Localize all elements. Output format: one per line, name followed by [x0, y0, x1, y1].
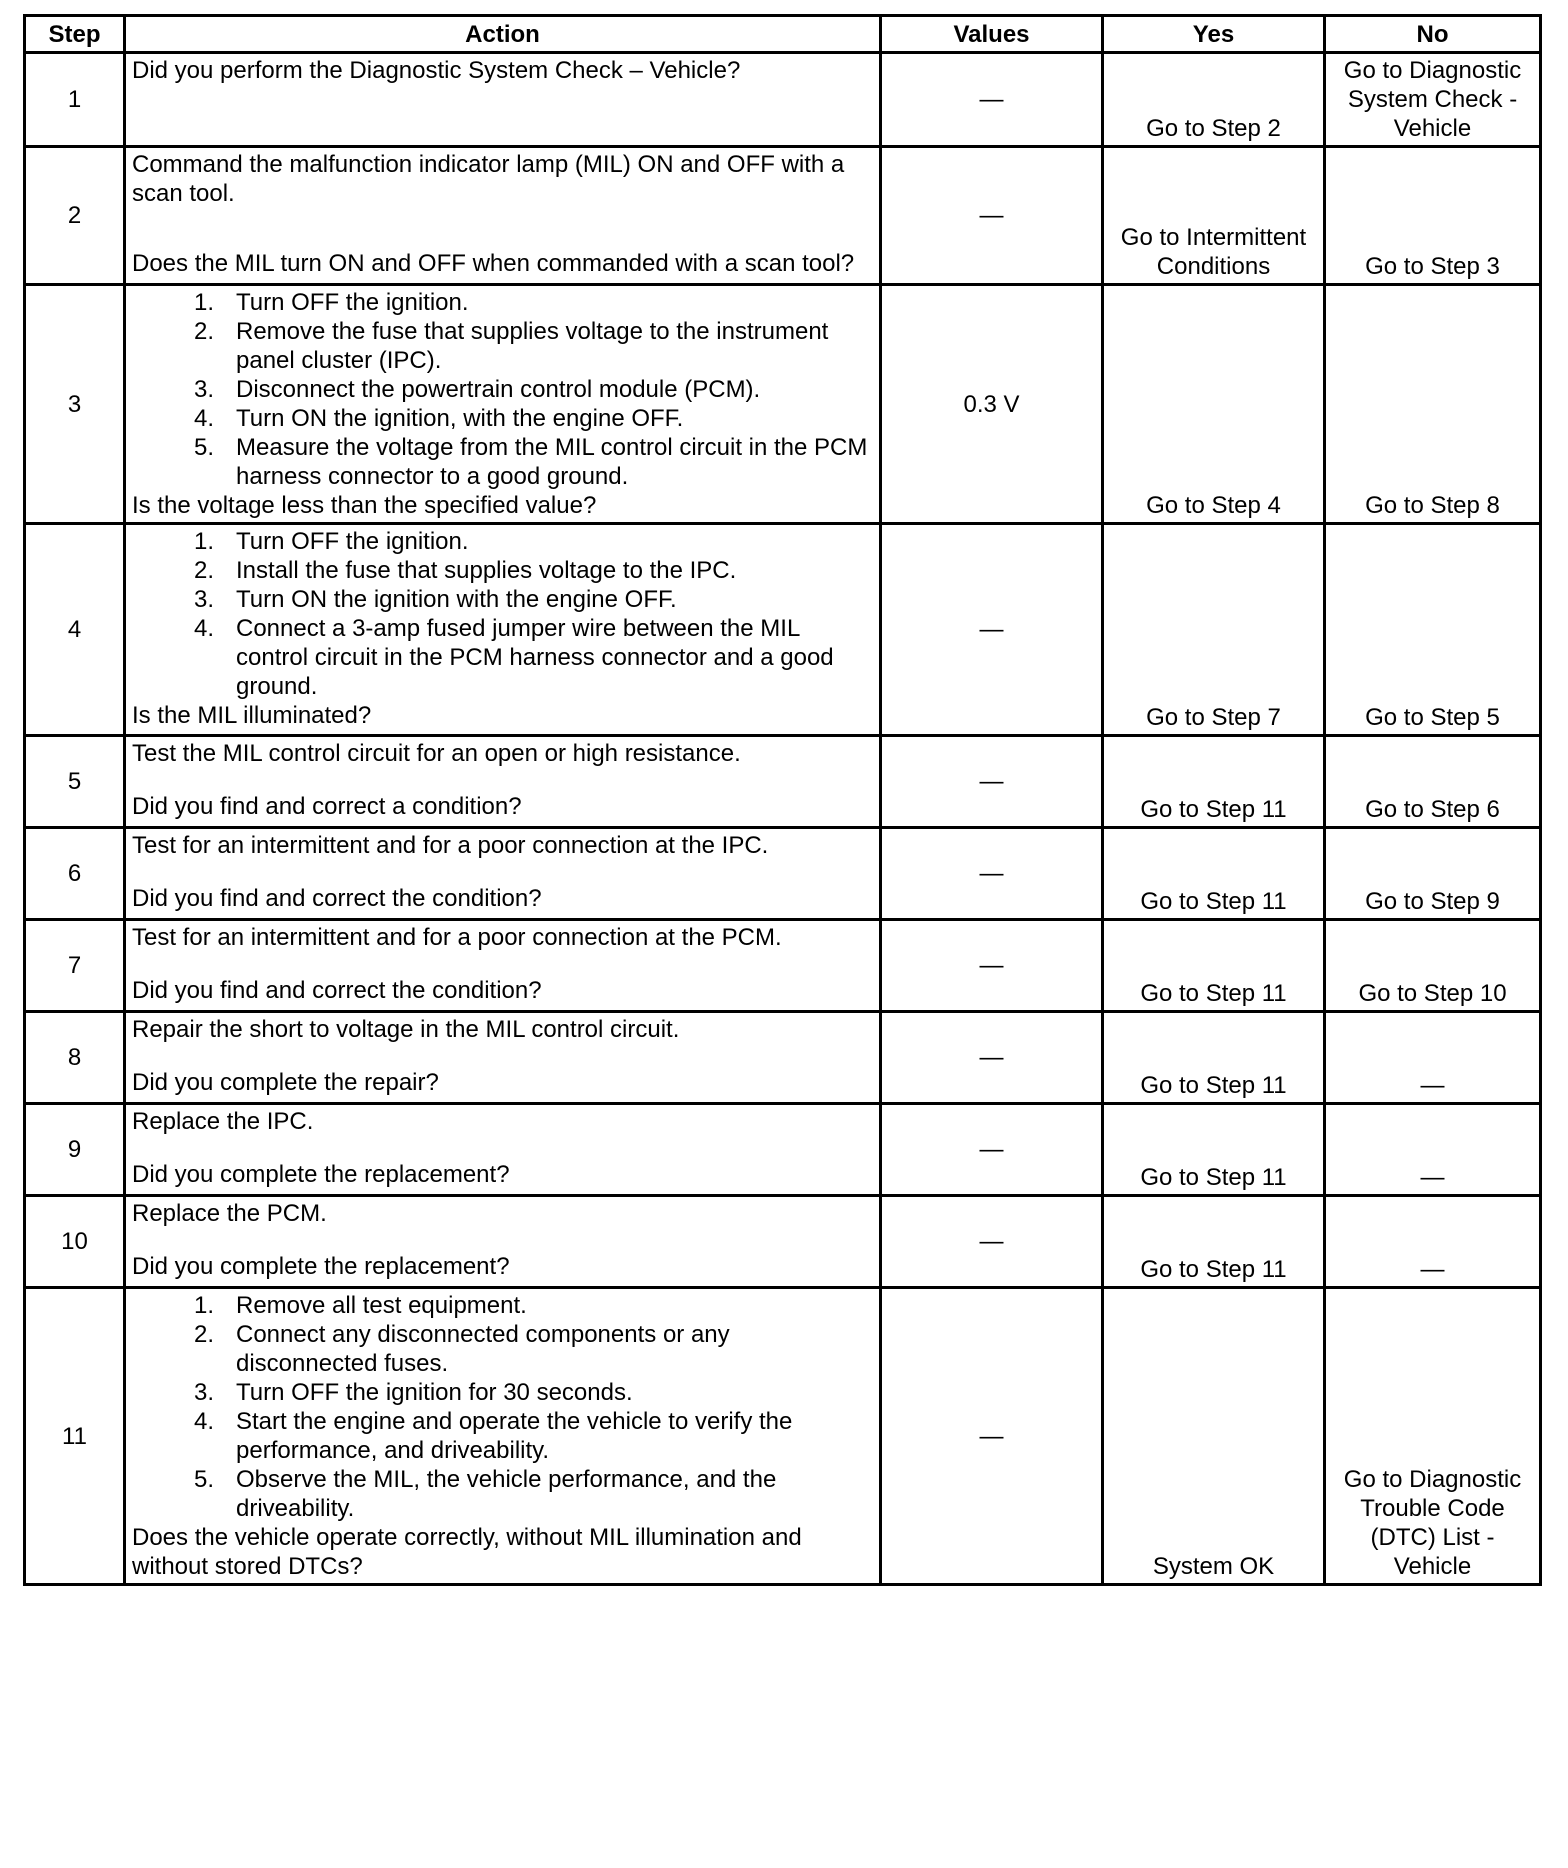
action-instructions	[132, 150, 875, 208]
table-row	[25, 285, 1541, 524]
action-question: Is the voltage less than the specified value?	[132, 492, 597, 519]
value-cell: —	[881, 1288, 1103, 1585]
list-item-text: Observe the MIL, the vehicle performance, and the driveability.	[236, 1466, 777, 1522]
list-item-text: Measure the voltage from the MIL control circuit in the PCM harness connector to a good ground.	[236, 434, 868, 490]
yes-cell: Go to Intermittent Conditions	[1103, 147, 1325, 285]
list-item-text: Start the engine and operate the vehicle to verify the performance, and driveability.	[236, 1408, 793, 1464]
action-cell	[125, 524, 881, 736]
action-cell	[125, 1196, 881, 1288]
table-row	[25, 147, 1541, 285]
action-cell	[125, 1288, 881, 1585]
action-instructions	[132, 1107, 875, 1136]
list-item-text: Remove all test equipment.	[236, 1292, 527, 1319]
value-cell: —	[881, 524, 1103, 736]
no-cell: Go to Step 3	[1325, 147, 1541, 285]
step-number: 9	[25, 1104, 125, 1196]
step-number: 8	[25, 1012, 125, 1104]
no-cell: Go to Step 6	[1325, 736, 1541, 828]
action-cell	[125, 53, 881, 147]
list-item-number: 5.	[193, 434, 214, 461]
action-cell	[125, 285, 881, 524]
step-number: 4	[25, 524, 125, 736]
header-row	[25, 16, 1541, 53]
no-cell: Go to Diagnostic Trouble Code (DTC) List - Vehicle	[1325, 1288, 1541, 1585]
header-values: Values	[881, 16, 1103, 53]
step-number: 3	[25, 285, 125, 524]
value-cell: 0.3 V	[881, 285, 1103, 524]
table-row	[25, 1196, 1541, 1288]
yes-cell: Go to Step 11	[1103, 828, 1325, 920]
list-item	[132, 527, 875, 556]
no-cell: Go to Step 5	[1325, 524, 1541, 736]
list-item-number: 1.	[193, 528, 214, 555]
action-text: Test the MIL control circuit for an open or high resistance.	[132, 740, 741, 767]
yes-cell: Go to Step 11	[1103, 920, 1325, 1012]
yes-cell: Go to Step 4	[1103, 285, 1325, 524]
no-cell: Go to Step 8	[1325, 285, 1541, 524]
yes-cell: Go to Step 11	[1103, 1104, 1325, 1196]
action-question: Does the MIL turn ON and OFF when commanded with a scan tool?	[132, 250, 855, 277]
action-content	[132, 150, 875, 278]
yes-cell: System OK	[1103, 1288, 1325, 1585]
list-item	[132, 585, 875, 614]
list-item-text: Connect any disconnected components or any disconnected fuses.	[236, 1321, 730, 1377]
list-item-text: Remove the fuse that supplies voltage to the instrument panel cluster (IPC).	[236, 318, 829, 374]
list-item-number: 3.	[193, 376, 214, 403]
list-item	[132, 614, 875, 701]
action-text: Did you perform the Diagnostic System Check – Vehicle?	[132, 57, 741, 84]
no-cell: —	[1325, 1012, 1541, 1104]
yes-cell: Go to Step 2	[1103, 53, 1325, 147]
list-item	[132, 556, 875, 585]
action-question: Did you find and correct the condition?	[132, 885, 542, 912]
action-question: Did you complete the replacement?	[132, 1161, 510, 1188]
list-item-number: 2.	[193, 318, 214, 345]
table-row	[25, 1288, 1541, 1585]
action-question: Did you complete the repair?	[132, 1069, 439, 1096]
action-text: Replace the IPC.	[132, 1108, 314, 1135]
list-item-number: 4.	[193, 615, 214, 642]
no-cell: Go to Diagnostic System Check - Vehicle	[1325, 53, 1541, 147]
action-steps-list	[132, 288, 875, 491]
value-cell: —	[881, 1012, 1103, 1104]
yes-cell: Go to Step 7	[1103, 524, 1325, 736]
action-question: Did you complete the replacement?	[132, 1253, 510, 1280]
action-content	[132, 56, 875, 129]
list-item-text: Connect a 3-amp fused jumper wire between the MIL control circuit in the PCM harness connector and a good ground.	[236, 615, 834, 700]
no-cell: Go to Step 10	[1325, 920, 1541, 1012]
list-item-number: 2.	[193, 557, 214, 584]
step-number: 2	[25, 147, 125, 285]
action-cell	[125, 1104, 881, 1196]
value-cell: —	[881, 1104, 1103, 1196]
list-item-number: 2.	[193, 1321, 214, 1348]
header-step: Step	[25, 16, 125, 53]
list-item	[132, 1320, 875, 1378]
action-text: Test for an intermittent and for a poor connection at the PCM.	[132, 924, 782, 951]
action-content	[132, 739, 875, 821]
list-item-number: 3.	[193, 586, 214, 613]
action-content	[132, 288, 875, 520]
action-instructions	[132, 739, 875, 768]
step-number: 7	[25, 920, 125, 1012]
action-steps-list	[132, 527, 875, 701]
list-item-text: Turn ON the ignition, with the engine OFF.	[236, 405, 684, 432]
action-cell	[125, 736, 881, 828]
no-cell: Go to Step 9	[1325, 828, 1541, 920]
action-instructions	[132, 288, 875, 491]
action-content	[132, 923, 875, 1005]
action-question: Is the MIL illuminated?	[132, 702, 372, 729]
table-row	[25, 524, 1541, 736]
action-question: Did you find and correct a condition?	[132, 793, 522, 820]
action-instructions	[132, 1199, 875, 1228]
header-no: No	[1325, 16, 1541, 53]
step-number: 10	[25, 1196, 125, 1288]
action-cell	[125, 828, 881, 920]
list-item-number: 4.	[193, 405, 214, 432]
list-item	[132, 1407, 875, 1465]
table-row	[25, 920, 1541, 1012]
action-steps-list	[132, 1291, 875, 1523]
table-row	[25, 1012, 1541, 1104]
table-row	[25, 828, 1541, 920]
action-instructions	[132, 527, 875, 701]
list-item	[132, 1291, 875, 1320]
list-item	[132, 1378, 875, 1407]
action-content	[132, 1199, 875, 1281]
list-item-number: 5.	[193, 1466, 214, 1493]
list-item-text: Install the fuse that supplies voltage to the IPC.	[236, 557, 737, 584]
list-item-text: Turn ON the ignition with the engine OFF.	[236, 586, 677, 613]
list-item-number: 4.	[193, 1408, 214, 1435]
step-number: 5	[25, 736, 125, 828]
action-content	[132, 527, 875, 730]
list-item-text: Turn OFF the ignition.	[236, 289, 469, 316]
value-cell: —	[881, 828, 1103, 920]
header-yes: Yes	[1103, 16, 1325, 53]
action-instructions	[132, 1015, 875, 1044]
list-item	[132, 317, 875, 375]
header-action: Action	[125, 16, 881, 53]
action-question: Did you find and correct the condition?	[132, 977, 542, 1004]
no-cell: —	[1325, 1196, 1541, 1288]
value-cell: —	[881, 920, 1103, 1012]
action-content	[132, 1015, 875, 1097]
action-content	[132, 1291, 875, 1581]
action-content	[132, 1107, 875, 1189]
action-content	[132, 831, 875, 913]
list-item-number: 1.	[193, 289, 214, 316]
action-instructions	[132, 831, 875, 860]
step-number: 6	[25, 828, 125, 920]
yes-cell: Go to Step 11	[1103, 736, 1325, 828]
list-item	[132, 1465, 875, 1523]
action-text: Command the malfunction indicator lamp (MIL) ON and OFF with a scan tool.	[132, 151, 845, 207]
action-instructions	[132, 56, 875, 85]
action-text: Test for an intermittent and for a poor connection at the IPC.	[132, 832, 769, 859]
list-item	[132, 433, 875, 491]
table-row	[25, 736, 1541, 828]
list-item	[132, 404, 875, 433]
action-text: Repair the short to voltage in the MIL control circuit.	[132, 1016, 680, 1043]
action-cell	[125, 920, 881, 1012]
step-number: 1	[25, 53, 125, 147]
action-cell	[125, 1012, 881, 1104]
list-item-text: Disconnect the powertrain control module (PCM).	[236, 376, 761, 403]
step-number: 11	[25, 1288, 125, 1585]
value-cell: —	[881, 1196, 1103, 1288]
action-instructions	[132, 923, 875, 952]
value-cell: —	[881, 147, 1103, 285]
action-text: Replace the PCM.	[132, 1200, 327, 1227]
table-row	[25, 1104, 1541, 1196]
list-item-text: Turn OFF the ignition for 30 seconds.	[236, 1379, 633, 1406]
value-cell: —	[881, 53, 1103, 147]
list-item-number: 3.	[193, 1379, 214, 1406]
list-item	[132, 288, 875, 317]
yes-cell: Go to Step 11	[1103, 1196, 1325, 1288]
list-item-text: Turn OFF the ignition.	[236, 528, 469, 555]
table-row	[25, 53, 1541, 147]
list-item-number: 1.	[193, 1292, 214, 1319]
action-question: Does the vehicle operate correctly, without MIL illumination and without stored DTCs?	[132, 1524, 802, 1580]
table-body	[25, 53, 1541, 1585]
list-item	[132, 375, 875, 404]
yes-cell: Go to Step 11	[1103, 1012, 1325, 1104]
action-instructions	[132, 1291, 875, 1523]
action-cell	[125, 147, 881, 285]
no-cell: —	[1325, 1104, 1541, 1196]
value-cell: —	[881, 736, 1103, 828]
diagnostic-table	[23, 14, 1542, 1586]
